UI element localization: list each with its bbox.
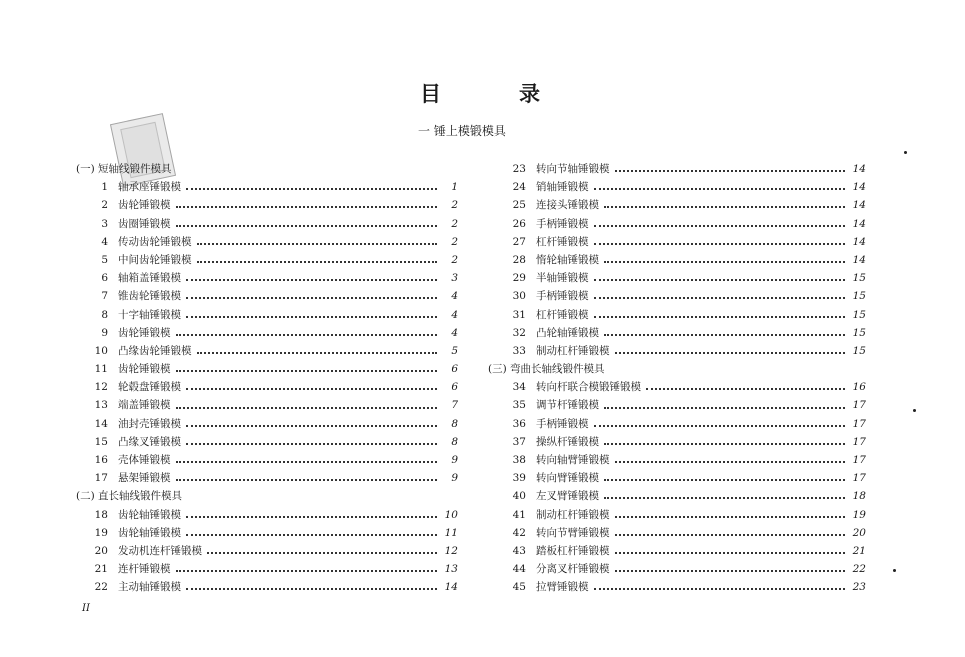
entry-page-number: 14 [852, 199, 866, 212]
entry-number: 11 [94, 363, 108, 376]
toc-entry [76, 433, 458, 451]
entry-title: 惰轮轴锤锻模 [536, 253, 599, 266]
entry-page-number: 9 [451, 454, 458, 466]
entry-title: 转向杆联合模锻锤锻模 [536, 381, 641, 394]
entry-title: 转向轴臂锤锻模 [536, 454, 610, 466]
entry-title: 连接头锤锻模 [536, 199, 599, 212]
dot-leader [176, 560, 438, 572]
entry-page-number: 8 [451, 417, 458, 430]
entry-number: 42 [512, 526, 526, 539]
entry-number: 25 [512, 199, 526, 212]
entry-number: 30 [512, 290, 526, 303]
dot-leader [186, 578, 437, 590]
entry-page-number: 2 [451, 253, 458, 266]
dot-leader [594, 415, 846, 427]
toc-entry [76, 251, 458, 269]
toc-entry [488, 524, 866, 542]
entry-number: 28 [512, 253, 526, 266]
toc-entry [76, 451, 458, 469]
dot-leader [594, 287, 846, 299]
page-number-mark: II [82, 603, 90, 614]
entry-number: 31 [512, 308, 526, 321]
entry-title: 壳体锤锻模 [118, 454, 171, 466]
entry-title: 杠杆锤锻模 [536, 308, 589, 321]
toc-left-column [76, 160, 458, 597]
entry-number: 1 [101, 181, 108, 194]
entry-number: 14 [94, 417, 108, 430]
entry-page-number: 9 [451, 472, 458, 485]
entry-title: 制动杠杆锤锻模 [536, 508, 610, 521]
entry-page-number: 15 [852, 326, 866, 339]
entry-number: 19 [94, 526, 108, 539]
dot-leader [207, 542, 437, 554]
entry-number: 18 [94, 508, 108, 521]
entry-title: 连杆锤锻模 [118, 563, 171, 576]
title-char-2: 录 [519, 81, 540, 106]
toc-entry [76, 196, 458, 214]
toc-entry [76, 287, 458, 305]
dot-leader [176, 397, 438, 409]
dot-leader [594, 306, 846, 318]
entry-title: 凸轮轴锤锻模 [536, 326, 599, 339]
entry-page-number: 14 [852, 253, 866, 266]
toc-entry [488, 160, 866, 178]
entry-title: 半轴锤锻模 [536, 272, 589, 285]
entry-number: 10 [94, 344, 108, 357]
entry-title: 齿圈锤锻模 [118, 217, 171, 230]
entry-number: 9 [101, 326, 108, 339]
chapter-heading: 一 锤上模锻模具 [418, 124, 506, 138]
entry-page-number: 4 [451, 290, 458, 303]
entry-page-number: 21 [852, 544, 866, 557]
dot-leader [594, 578, 846, 590]
toc-entry [488, 196, 866, 214]
entry-title: 左叉臂锤锻模 [536, 490, 599, 503]
dot-leader [594, 178, 846, 190]
entry-title: 十字轴锤锻模 [118, 308, 181, 321]
entry-page-number: 8 [451, 435, 458, 448]
dot-leader [176, 324, 438, 336]
toc-entry [488, 233, 866, 251]
entry-title: 转向臂锤锻模 [536, 472, 599, 485]
entry-page-number: 2 [451, 199, 458, 212]
dot-leader [176, 469, 438, 481]
entry-title: 手柄锤锻模 [536, 417, 589, 430]
dot-leader [186, 378, 437, 390]
entry-title: 调节杆锤锻模 [536, 399, 599, 412]
entry-title: 轮毂盘锤锻模 [118, 381, 181, 394]
title-char-1: 目 [420, 81, 441, 106]
dot-leader [646, 378, 845, 390]
entry-page-number: 15 [852, 344, 866, 357]
entry-number: 16 [94, 454, 108, 466]
toc-entry [76, 342, 458, 360]
entry-page-number: 1 [451, 181, 458, 194]
entry-page-number: 17 [852, 417, 866, 430]
entry-page-number: 5 [451, 344, 458, 357]
toc-entry [488, 487, 866, 505]
dot-leader [197, 342, 438, 354]
entry-title: 凸缘齿轮锤锻模 [118, 344, 192, 357]
section-title: (一) 短轴线锻件模具 [76, 163, 172, 175]
entry-number: 26 [512, 217, 526, 230]
dot-leader [176, 451, 438, 463]
toc-entry [76, 415, 458, 433]
toc-entry [76, 178, 458, 196]
toc-entry [488, 324, 866, 342]
entry-number: 33 [512, 344, 526, 357]
entry-number: 44 [512, 563, 526, 576]
entry-title: 齿轮轴锤锻模 [118, 526, 181, 539]
entry-number: 45 [512, 581, 526, 594]
entry-number: 43 [512, 544, 526, 557]
toc-entry [488, 415, 866, 433]
entry-title: 转向节轴锤锻模 [536, 163, 610, 175]
entry-number: 8 [101, 308, 108, 321]
entry-title: 悬架锤锻模 [118, 472, 171, 485]
dot-leader [186, 524, 437, 536]
entry-page-number: 22 [852, 563, 866, 576]
dot-leader [615, 342, 846, 354]
dot-leader [594, 215, 846, 227]
entry-page-number: 19 [852, 508, 866, 521]
entry-number: 27 [512, 235, 526, 248]
toc-entry [76, 233, 458, 251]
dot-leader [615, 524, 846, 536]
dot-leader [604, 397, 845, 409]
entry-page-number: 11 [444, 526, 458, 539]
toc-entry [488, 396, 866, 414]
entry-title: 端盖锤锻模 [118, 399, 171, 412]
entry-number: 15 [94, 435, 108, 448]
dot-leader [615, 160, 846, 172]
entry-page-number: 15 [852, 308, 866, 321]
toc-entry [76, 396, 458, 414]
entry-title: 杠杆锤锻模 [536, 235, 589, 248]
entry-page-number: 15 [852, 272, 866, 285]
toc-entry [488, 378, 866, 396]
toc-entry [488, 269, 866, 287]
toc-entry [76, 360, 458, 378]
dot-leader [176, 215, 438, 227]
entry-page-number: 14 [852, 235, 866, 248]
entry-number: 36 [512, 417, 526, 430]
entry-page-number: 10 [444, 508, 458, 521]
entry-page-number: 2 [451, 217, 458, 230]
entry-page-number: 3 [451, 272, 458, 285]
entry-title: 齿轮锤锻模 [118, 326, 171, 339]
toc-entry [488, 469, 866, 487]
toc-entry [488, 306, 866, 324]
entry-page-number: 7 [451, 399, 458, 412]
toc-entry [488, 251, 866, 269]
toc-entry [488, 578, 866, 596]
entry-number: 2 [101, 199, 108, 212]
entry-number: 24 [512, 181, 526, 194]
dot-leader [604, 433, 845, 445]
toc-section-heading [76, 487, 458, 505]
entry-title: 拉臂锤锻模 [536, 581, 589, 594]
entry-title: 传动齿轮锤锻模 [118, 235, 192, 248]
entry-page-number: 20 [852, 526, 866, 539]
entry-page-number: 14 [852, 163, 866, 175]
entry-title: 轴承座锤锻模 [118, 181, 181, 194]
entry-number: 3 [101, 217, 108, 230]
entry-number: 21 [94, 563, 108, 576]
entry-title: 主动轴锤锻模 [118, 581, 181, 594]
toc-entry [488, 433, 866, 451]
entry-page-number: 6 [451, 363, 458, 376]
dot-leader [615, 451, 846, 463]
entry-number: 23 [512, 163, 526, 175]
entry-page-number: 4 [451, 308, 458, 321]
toc-section-heading [76, 160, 458, 178]
entry-page-number: 17 [852, 472, 866, 485]
toc-entry [488, 287, 866, 305]
dot-leader [604, 469, 845, 481]
entry-number: 35 [512, 399, 526, 412]
dot-leader [186, 506, 437, 518]
entry-number: 5 [101, 253, 108, 266]
entry-number: 41 [512, 508, 526, 521]
entry-title: 齿轮轴锤锻模 [118, 508, 181, 521]
entry-number: 6 [101, 272, 108, 285]
dot-leader [604, 487, 845, 499]
entry-number: 29 [512, 272, 526, 285]
entry-title: 轴箱盖锤锻模 [118, 272, 181, 285]
entry-page-number: 17 [852, 454, 866, 466]
entry-page-number: 13 [444, 563, 458, 576]
entry-page-number: 14 [852, 181, 866, 194]
toc-right-column [488, 160, 866, 597]
dot-leader [176, 360, 438, 372]
toc-entry [488, 342, 866, 360]
entry-page-number: 14 [852, 217, 866, 230]
entry-number: 40 [512, 490, 526, 503]
entry-title: 踏板杠杆锤锻模 [536, 544, 610, 557]
entry-page-number: 12 [444, 544, 458, 557]
toc-entry [76, 469, 458, 487]
entry-page-number: 2 [451, 235, 458, 248]
section-title: (二) 直长轴线锻件模具 [76, 490, 183, 503]
dot-leader [594, 269, 846, 281]
entry-page-number: 16 [852, 381, 866, 394]
entry-title: 销轴锤锻模 [536, 181, 589, 194]
dot-leader [186, 306, 437, 318]
toc-entry [76, 560, 458, 578]
entry-number: 7 [101, 290, 108, 303]
toc-entry [76, 378, 458, 396]
dot-leader [615, 560, 846, 572]
scan-speck [904, 151, 907, 154]
entry-title: 油封壳锤锻模 [118, 417, 181, 430]
entry-number: 4 [101, 235, 108, 248]
entry-title: 制动杠杆锤锻模 [536, 344, 610, 357]
toc-entry [76, 578, 458, 596]
toc-entry [76, 542, 458, 560]
entry-number: 39 [512, 472, 526, 485]
toc-entry [488, 451, 866, 469]
entry-number: 37 [512, 435, 526, 448]
entry-title: 手柄锤锻模 [536, 290, 589, 303]
toc-entry [76, 269, 458, 287]
entry-title: 齿轮锤锻模 [118, 199, 171, 212]
dot-leader [197, 251, 438, 263]
entry-title: 发动机连杆锤锻模 [118, 544, 202, 557]
entry-number: 32 [512, 326, 526, 339]
toc-entry [76, 524, 458, 542]
page-title [420, 78, 540, 108]
entry-title: 中间齿轮锤锻模 [118, 253, 192, 266]
entry-number: 12 [94, 381, 108, 394]
section-title: (三) 弯曲长轴线锻件模具 [488, 363, 605, 376]
entry-number: 20 [94, 544, 108, 557]
entry-title: 手柄锤锻模 [536, 217, 589, 230]
entry-page-number: 6 [451, 381, 458, 394]
toc-entry [488, 560, 866, 578]
entry-title: 锥齿轮锤锻模 [118, 290, 181, 303]
dot-leader [594, 233, 846, 245]
toc-section-heading [488, 360, 866, 378]
toc-entry [76, 324, 458, 342]
toc-entry [488, 506, 866, 524]
toc-entry [76, 506, 458, 524]
dot-leader [186, 287, 437, 299]
entry-number: 38 [512, 454, 526, 466]
entry-page-number: 14 [444, 581, 458, 594]
dot-leader [604, 196, 845, 208]
dot-leader [186, 433, 437, 445]
entry-page-number: 18 [852, 490, 866, 503]
toc-entry [488, 178, 866, 196]
entry-title: 凸缘叉锤锻模 [118, 435, 181, 448]
entry-number: 13 [94, 399, 108, 412]
entry-number: 34 [512, 381, 526, 394]
entry-title: 转向节臂锤锻模 [536, 526, 610, 539]
toc-entry [488, 215, 866, 233]
entry-page-number: 23 [852, 581, 866, 594]
dot-leader [615, 542, 846, 554]
dot-leader [186, 178, 437, 190]
toc-entry [76, 215, 458, 233]
dot-leader [186, 269, 437, 281]
entry-page-number: 17 [852, 435, 866, 448]
entry-page-number: 4 [451, 326, 458, 339]
toc-entry [76, 306, 458, 324]
dot-leader [176, 196, 438, 208]
dot-leader [186, 415, 437, 427]
entry-title: 分离叉杆锤锻模 [536, 563, 610, 576]
scan-speck [893, 569, 896, 572]
dot-leader [197, 233, 438, 245]
entry-page-number: 17 [852, 399, 866, 412]
scan-speck [913, 409, 916, 412]
entry-number: 17 [94, 472, 108, 485]
dot-leader [604, 251, 845, 263]
entry-title: 操纵杆锤锻模 [536, 435, 599, 448]
dot-leader [604, 324, 845, 336]
entry-title: 齿轮锤锻模 [118, 363, 171, 376]
entry-number: 22 [94, 581, 108, 594]
toc-entry [488, 542, 866, 560]
entry-page-number: 15 [852, 290, 866, 303]
dot-leader [615, 506, 846, 518]
